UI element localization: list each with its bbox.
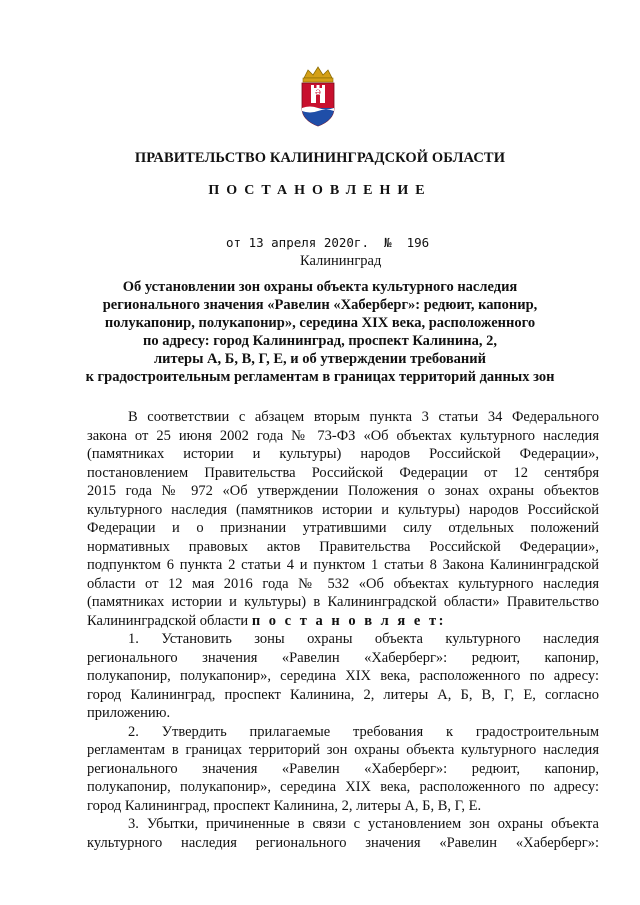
body-line: приложению.: [87, 705, 171, 721]
body-line: [87, 612, 599, 631]
document-type: ПОСТАНОВЛЕНИЕ: [208, 183, 432, 198]
body-line: город Калининград, проспект Калинина, 2, литеры А, Б, В, Г, Е, согласно: [87, 686, 599, 703]
body-line: постановлением Правительства Российской Федерации от 12 сентября: [87, 464, 599, 481]
body-line: (памятниках истории и культуры) в Калининградской области» Правительство: [87, 594, 599, 610]
body-line: закона от 25 июня 2002 года № 73-ФЗ «Об объектах культурного наследия: [87, 427, 599, 444]
body-line: подпунктом 6 пункта 2 статьи 4 и пунктом 1 статьи 8 Закона Калининградской: [87, 557, 599, 573]
title-line: Об установлении зон охраны объекта культурного наследия: [122, 279, 518, 295]
decree-date-number: от 13 апреля 2020г. № 196: [226, 235, 430, 250]
body-line: В соответствии с абзацем вторым пункта 3 статьи 34 Федерального: [128, 409, 599, 425]
body-line-text: Калининградской области: [87, 612, 249, 629]
government-name: ПРАВИТЕЛЬСТВО КАЛИНИНГРАДСКОЙ ОБЛАСТИ: [134, 150, 506, 166]
body-line: 2015 года № 972 «Об утверждении Положения о зонах охраны объектов: [87, 483, 599, 499]
item-3-line: 3. Убытки, причиненные в связи с установлением зон охраны объекта: [128, 816, 599, 832]
item-2-line: 2. Утвердить прилагаемые требования к градостроительным: [128, 723, 599, 740]
decree-body: [87, 408, 599, 852]
decree-city: Калининград: [300, 253, 382, 269]
body-line: регламентам в границах территорий зон охраны объекта культурного наследия: [87, 742, 599, 758]
title-line: полукапонир, полукапонир», середина XIX века, расположенного: [104, 315, 536, 331]
svg-text:Ə: Ə: [315, 89, 321, 97]
body-line: области от 12 мая 2016 года № 532 «Об объектах культурного наследия: [87, 575, 599, 592]
body-line: (памятниках истории и культуры) народов Российской Федерации»,: [87, 446, 599, 462]
body-line: регионального значения «Равелин «Хаберберг»: редюит, капонир,: [87, 649, 599, 666]
title-line: литеры А, Б, В, Г, Е, и об утверждении требований: [154, 351, 486, 367]
body-line: Федерации и о признании утратившими силу отдельных положений: [87, 520, 599, 536]
body-line: полукапонир, полукапонир», середина XIX века, расположенного по адресу:: [87, 668, 599, 684]
title-line: регионального значения «Равелин «Хаберберг»: редюит, капонир,: [102, 297, 538, 313]
title-line: по адресу: город Калининград, проспект Калинина, 2,: [143, 333, 497, 349]
decree-title: [0, 278, 640, 386]
body-line: культурного наследия (памятников истории и культуры) народов Российской: [87, 501, 599, 518]
body-line: регионального значения «Равелин «Хаберберг»: редюит, капонир,: [87, 760, 599, 777]
coat-of-arms-icon: [296, 64, 340, 128]
body-line: полукапонир, полукапонир», середина XIX века, расположенного по адресу:: [87, 779, 599, 795]
body-line: нормативных правовых актов Правительства Российской Федерации»,: [87, 538, 599, 555]
body-line: город Калининград, проспект Калинина, 2, литеры А, Б, В, Г, Е.: [87, 797, 482, 814]
resolves-word: п о с т а н о в л я е т:: [251, 612, 446, 629]
body-line: культурного наследия регионального значения «Равелин «Хаберберг»:: [87, 834, 599, 851]
item-1-line: 1. Установить зоны охраны объекта культурного наследия: [128, 631, 599, 647]
title-line: к градостроительным регламентам в границах территорий данных зон: [85, 369, 555, 385]
